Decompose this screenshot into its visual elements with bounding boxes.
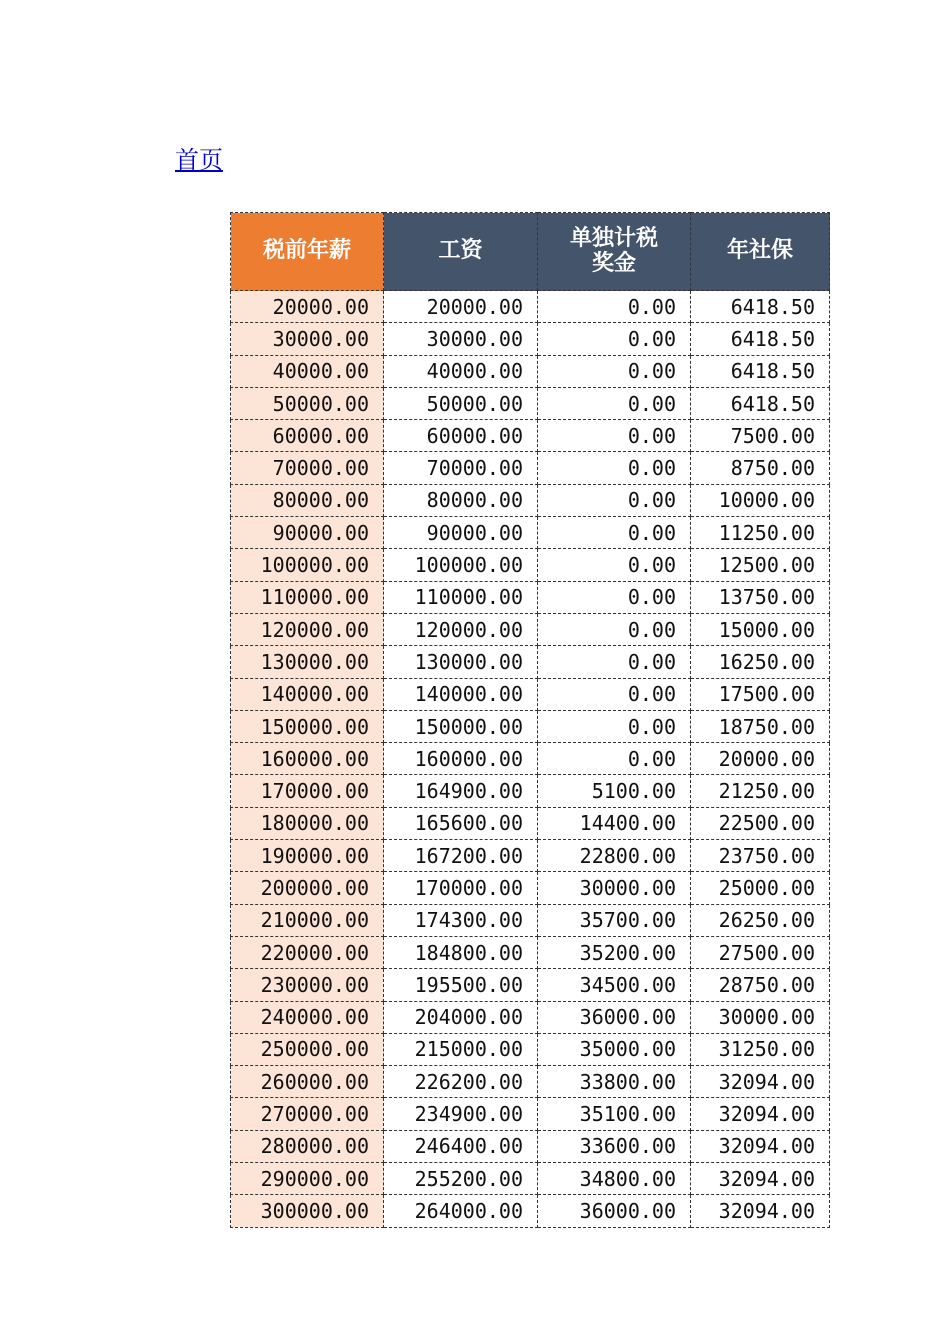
cell-gross-salary: 250000.00 (231, 1033, 384, 1065)
cell-gross-salary: 200000.00 (231, 872, 384, 904)
cell-bonus: 0.00 (538, 452, 691, 484)
table-row (231, 969, 830, 1001)
table-row (231, 420, 830, 452)
cell-wage: 150000.00 (384, 710, 538, 742)
cell-bonus: 5100.00 (538, 775, 691, 807)
cell-bonus: 0.00 (538, 710, 691, 742)
cell-social-insurance: 22500.00 (691, 807, 830, 839)
cell-bonus: 34800.00 (538, 1163, 691, 1195)
cell-gross-salary: 50000.00 (231, 387, 384, 419)
cell-gross-salary: 240000.00 (231, 1001, 384, 1033)
cell-bonus: 35700.00 (538, 904, 691, 936)
cell-gross-salary: 270000.00 (231, 1098, 384, 1130)
cell-social-insurance: 17500.00 (691, 678, 830, 710)
cell-wage: 215000.00 (384, 1033, 538, 1065)
cell-social-insurance: 31250.00 (691, 1033, 830, 1065)
cell-bonus: 30000.00 (538, 872, 691, 904)
cell-bonus: 0.00 (538, 420, 691, 452)
cell-gross-salary: 230000.00 (231, 969, 384, 1001)
cell-wage: 60000.00 (384, 420, 538, 452)
cell-social-insurance: 6418.50 (691, 355, 830, 387)
cell-wage: 167200.00 (384, 840, 538, 872)
cell-bonus: 35000.00 (538, 1033, 691, 1065)
cell-social-insurance: 28750.00 (691, 969, 830, 1001)
cell-wage: 30000.00 (384, 323, 538, 355)
cell-wage: 174300.00 (384, 904, 538, 936)
table-row (231, 710, 830, 742)
table-row (231, 613, 830, 645)
cell-bonus: 22800.00 (538, 840, 691, 872)
cell-gross-salary: 70000.00 (231, 452, 384, 484)
cell-wage: 234900.00 (384, 1098, 538, 1130)
cell-gross-salary: 160000.00 (231, 743, 384, 775)
cell-social-insurance: 32094.00 (691, 1098, 830, 1130)
cell-gross-salary: 40000.00 (231, 355, 384, 387)
table-row (231, 549, 830, 581)
cell-gross-salary: 100000.00 (231, 549, 384, 581)
cell-bonus: 36000.00 (538, 1195, 691, 1227)
table-row (231, 323, 830, 355)
cell-wage: 80000.00 (384, 484, 538, 516)
salary-table (230, 212, 830, 1228)
table-row (231, 872, 830, 904)
table-row (231, 1033, 830, 1065)
cell-social-insurance: 26250.00 (691, 904, 830, 936)
cell-wage: 164900.00 (384, 775, 538, 807)
cell-wage: 90000.00 (384, 517, 538, 549)
cell-bonus: 35200.00 (538, 936, 691, 968)
cell-bonus: 0.00 (538, 291, 691, 323)
cell-gross-salary: 80000.00 (231, 484, 384, 516)
table-row (231, 452, 830, 484)
cell-wage: 204000.00 (384, 1001, 538, 1033)
cell-social-insurance: 12500.00 (691, 549, 830, 581)
cell-social-insurance: 27500.00 (691, 936, 830, 968)
table-row (231, 517, 830, 549)
table-row (231, 936, 830, 968)
table-row (231, 1066, 830, 1098)
cell-gross-salary: 140000.00 (231, 678, 384, 710)
cell-social-insurance: 20000.00 (691, 743, 830, 775)
table-row (231, 1098, 830, 1130)
home-link[interactable]: 首页 (175, 146, 223, 174)
cell-gross-salary: 120000.00 (231, 613, 384, 645)
table-row (231, 743, 830, 775)
cell-bonus: 0.00 (538, 484, 691, 516)
cell-gross-salary: 130000.00 (231, 646, 384, 678)
cell-bonus: 0.00 (538, 323, 691, 355)
header-bonus: 单独计税奖金 (538, 213, 691, 291)
cell-gross-salary: 30000.00 (231, 323, 384, 355)
table-header-row (231, 213, 830, 291)
table-row (231, 775, 830, 807)
cell-gross-salary: 300000.00 (231, 1195, 384, 1227)
table-row (231, 581, 830, 613)
table-row (231, 646, 830, 678)
table-row (231, 807, 830, 839)
cell-social-insurance: 32094.00 (691, 1066, 830, 1098)
cell-bonus: 33800.00 (538, 1066, 691, 1098)
cell-social-insurance: 10000.00 (691, 484, 830, 516)
cell-bonus: 0.00 (538, 678, 691, 710)
cell-gross-salary: 60000.00 (231, 420, 384, 452)
header-gross-salary: 税前年薪 (231, 213, 384, 291)
cell-social-insurance: 15000.00 (691, 613, 830, 645)
cell-social-insurance: 32094.00 (691, 1130, 830, 1162)
cell-gross-salary: 220000.00 (231, 936, 384, 968)
table-row (231, 355, 830, 387)
table-row (231, 387, 830, 419)
cell-wage: 226200.00 (384, 1066, 538, 1098)
cell-wage: 100000.00 (384, 549, 538, 581)
cell-bonus: 33600.00 (538, 1130, 691, 1162)
table-row (231, 1163, 830, 1195)
cell-wage: 50000.00 (384, 387, 538, 419)
cell-gross-salary: 180000.00 (231, 807, 384, 839)
cell-wage: 130000.00 (384, 646, 538, 678)
cell-bonus: 0.00 (538, 646, 691, 678)
cell-bonus: 0.00 (538, 355, 691, 387)
cell-bonus: 0.00 (538, 387, 691, 419)
cell-bonus: 0.00 (538, 517, 691, 549)
table-row (231, 904, 830, 936)
cell-social-insurance: 23750.00 (691, 840, 830, 872)
table-row (231, 484, 830, 516)
cell-social-insurance: 11250.00 (691, 517, 830, 549)
cell-wage: 40000.00 (384, 355, 538, 387)
cell-wage: 255200.00 (384, 1163, 538, 1195)
cell-bonus: 0.00 (538, 581, 691, 613)
cell-social-insurance: 25000.00 (691, 872, 830, 904)
table-body (231, 291, 830, 1228)
table-row (231, 1001, 830, 1033)
cell-bonus: 34500.00 (538, 969, 691, 1001)
cell-wage: 70000.00 (384, 452, 538, 484)
cell-wage: 246400.00 (384, 1130, 538, 1162)
cell-gross-salary: 280000.00 (231, 1130, 384, 1162)
cell-social-insurance: 6418.50 (691, 291, 830, 323)
cell-bonus: 36000.00 (538, 1001, 691, 1033)
cell-gross-salary: 190000.00 (231, 840, 384, 872)
cell-social-insurance: 30000.00 (691, 1001, 830, 1033)
cell-gross-salary: 110000.00 (231, 581, 384, 613)
cell-wage: 195500.00 (384, 969, 538, 1001)
cell-wage: 110000.00 (384, 581, 538, 613)
table-row (231, 840, 830, 872)
table-row (231, 1195, 830, 1227)
cell-wage: 184800.00 (384, 936, 538, 968)
header-social-insurance: 年社保 (691, 213, 830, 291)
cell-social-insurance: 7500.00 (691, 420, 830, 452)
cell-social-insurance: 18750.00 (691, 710, 830, 742)
cell-wage: 120000.00 (384, 613, 538, 645)
cell-gross-salary: 170000.00 (231, 775, 384, 807)
cell-gross-salary: 150000.00 (231, 710, 384, 742)
cell-social-insurance: 6418.50 (691, 323, 830, 355)
cell-wage: 170000.00 (384, 872, 538, 904)
table-row (231, 291, 830, 323)
cell-wage: 140000.00 (384, 678, 538, 710)
cell-wage: 20000.00 (384, 291, 538, 323)
table-row (231, 678, 830, 710)
cell-social-insurance: 13750.00 (691, 581, 830, 613)
cell-wage: 160000.00 (384, 743, 538, 775)
cell-social-insurance: 32094.00 (691, 1195, 830, 1227)
cell-bonus: 35100.00 (538, 1098, 691, 1130)
cell-social-insurance: 32094.00 (691, 1163, 830, 1195)
cell-wage: 165600.00 (384, 807, 538, 839)
header-wage: 工资 (384, 213, 538, 291)
cell-gross-salary: 260000.00 (231, 1066, 384, 1098)
cell-wage: 264000.00 (384, 1195, 538, 1227)
cell-gross-salary: 20000.00 (231, 291, 384, 323)
cell-gross-salary: 290000.00 (231, 1163, 384, 1195)
cell-bonus: 0.00 (538, 613, 691, 645)
cell-social-insurance: 16250.00 (691, 646, 830, 678)
cell-bonus: 0.00 (538, 549, 691, 581)
cell-social-insurance: 6418.50 (691, 387, 830, 419)
cell-gross-salary: 90000.00 (231, 517, 384, 549)
table-row (231, 1130, 830, 1162)
cell-social-insurance: 8750.00 (691, 452, 830, 484)
cell-bonus: 14400.00 (538, 807, 691, 839)
cell-social-insurance: 21250.00 (691, 775, 830, 807)
cell-bonus: 0.00 (538, 743, 691, 775)
cell-gross-salary: 210000.00 (231, 904, 384, 936)
